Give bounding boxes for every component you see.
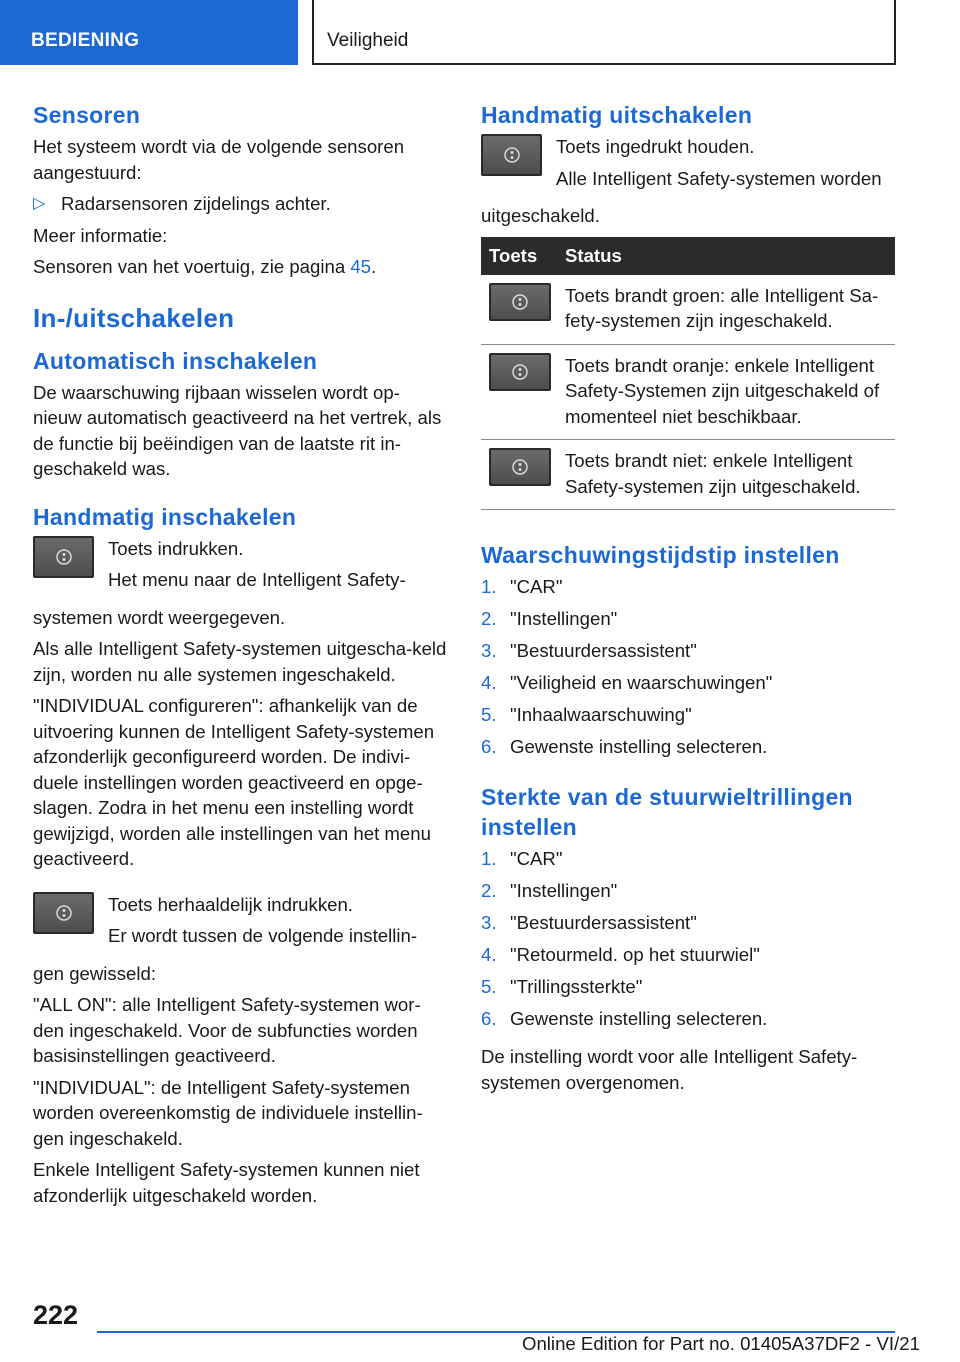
triangle-right-icon: ▷	[33, 195, 46, 212]
step-text: "Inhaalwaarschuwing"	[510, 704, 692, 725]
step-text: "Retourmeld. op het stuurwiel"	[510, 944, 760, 965]
step-text: Gewenste instelling selecteren.	[510, 736, 768, 757]
gewisseld-text: Er wordt tussen de volgende instellin-	[108, 925, 418, 946]
step-text: "Bestuurdersassistent"	[510, 640, 697, 661]
toets-indrukken-text: Toets indrukken.	[108, 537, 244, 559]
handmatig-uitschakelen-button-row	[481, 134, 895, 197]
individual-text: "INDIVIDUAL": de Intelligent Safety-systemen worden overeenkomstig de individuele instellin-gen ingeschakeld.	[33, 1076, 423, 1149]
menu-weergave-text: Het menu naar de Intelligent Safety-	[108, 569, 406, 590]
status-text: Toets brandt niet: enkele Intelligent Safety-systemen zijn uitgeschakeld.	[557, 440, 895, 510]
status-table	[481, 237, 895, 511]
table-row	[481, 440, 895, 510]
step-number: 6.	[481, 1008, 497, 1029]
alle-systemen-text: Als alle Intelligent Safety-systemen uitgescha-keld zijn, worden nu alle systemen ingeschakeld.	[33, 638, 447, 685]
list-item	[481, 974, 895, 1006]
sterkte-steps	[481, 846, 895, 1038]
intelligent-safety-button-icon	[33, 536, 94, 578]
header-section-label: BEDIENING	[31, 30, 140, 51]
list-item	[481, 606, 895, 638]
sensoren-heading: Sensoren	[33, 102, 141, 128]
step-text: "Instellingen"	[510, 608, 618, 629]
handmatig-inschakelen-heading: Handmatig inschakelen	[33, 503, 297, 530]
step-number: 2.	[481, 608, 497, 629]
herhaaldelijk-button-row	[33, 892, 448, 955]
list-item	[481, 638, 895, 670]
sensoren-reference-text: Sensoren van het voertuig, zie pagina	[33, 256, 351, 277]
step-text: "CAR"	[510, 848, 563, 869]
systemen-uitgeschakeld-text: Alle Intelligent Safety-systemen worden	[556, 167, 882, 189]
waarschuwingstijdstip-heading: Waarschuwingstijdstip instellen	[481, 542, 840, 568]
automatisch-inschakelen-heading: Automatisch inschakelen	[33, 347, 318, 374]
sensoren-reference	[33, 254, 448, 280]
sensoren-bullet	[33, 191, 448, 217]
step-text: "Veiligheid en waarschuwingen"	[510, 672, 773, 693]
list-item	[481, 942, 895, 974]
ingedrukt-houden-text: Toets ingedrukt houden.	[556, 136, 755, 157]
list-item	[481, 670, 895, 702]
step-number: 4.	[481, 944, 497, 965]
step-number: 5.	[481, 976, 497, 997]
header-topic-box	[312, 0, 896, 65]
list-item	[481, 910, 895, 942]
step-number: 4.	[481, 672, 497, 693]
page-45-link[interactable]: 45	[350, 256, 372, 277]
sterkte-stuurwieltrillingen-heading: Sterkte van de stuurwieltrillingen instellen	[481, 784, 853, 840]
page-number: 222	[33, 1300, 79, 1330]
enkele-systemen-text: Enkele Intelligent Safety-systemen kunnen niet afzonderlijk uitgeschakeld worden.	[33, 1159, 420, 1206]
status-text: Toets brandt groen: alle Intelligent Sa-fety-systemen zijn ingeschakeld.	[557, 275, 895, 345]
step-text: "Trillingssterkte"	[510, 976, 643, 997]
step-text: "Instellingen"	[510, 880, 618, 901]
list-item	[481, 878, 895, 910]
intelligent-safety-button-icon	[489, 283, 551, 321]
sensoren-intro: Het systeem wordt via de volgende sensoren aangestuurd:	[33, 136, 405, 183]
status-text: Toets brandt oranje: enkele Intelligent Safety-Systemen zijn uitgeschakeld of momenteel niet beschikbaar.	[557, 344, 895, 440]
step-number: 5.	[481, 704, 497, 725]
status-table-header-row	[481, 237, 895, 275]
step-number: 6.	[481, 736, 497, 757]
all-on-text: "ALL ON": alle Intelligent Safety-systemen wor-den ingeschakeld. Voor de subfuncties worden basisinstellingen geactiveerd.	[33, 994, 421, 1066]
menu-weergave-continuation: systemen wordt weergegeven.	[33, 606, 286, 628]
intelligent-safety-button-icon	[489, 448, 551, 486]
waarschuwingstijdstip-steps	[481, 574, 895, 766]
list-item	[481, 574, 895, 606]
herhaaldelijk-indrukken-text: Toets herhaaldelijk indrukken.	[108, 893, 353, 915]
step-text: Gewenste instelling selecteren.	[510, 1008, 768, 1029]
step-text: "Bestuurdersassistent"	[510, 912, 697, 933]
list-item	[481, 846, 895, 878]
systemen-uitgeschakeld-continuation: uitgeschakeld.	[481, 205, 600, 226]
list-item	[481, 734, 895, 766]
handmatig-uitschakelen-heading: Handmatig uitschakelen	[481, 102, 753, 128]
step-number: 3.	[481, 912, 497, 933]
sensoren-reference-end: .	[371, 256, 377, 277]
step-number: 2.	[481, 880, 497, 901]
left-column	[33, 100, 448, 1214]
status-column-header: Status	[557, 237, 895, 275]
header-section-tab	[0, 0, 298, 65]
table-row	[481, 344, 895, 440]
step-number: 3.	[481, 640, 497, 661]
step-number: 1.	[481, 848, 497, 869]
footer-edition: Online Edition for Part no. 01405A37DF2 - VI/21	[522, 1333, 920, 1354]
list-item	[481, 1006, 895, 1038]
gewisseld-continuation: gen gewisseld:	[33, 962, 157, 984]
individual-configureren-text: "INDIVIDUAL configureren": afhankelijk van de uitvoering kunnen de Intelligent Safety-systemen afzonderlijk geconfigureerd worden. De indivi-duele instellingen worden geactiveerd en opge-slagen. Zodra in het menu een instelling wordt gewijzigd, worden alle instellingen van het menu geactiveerd.	[33, 695, 435, 869]
table-row	[481, 275, 895, 345]
list-item	[481, 702, 895, 734]
header-topic-label: Veiligheid	[327, 30, 409, 51]
handmatig-inschakelen-button-row	[33, 536, 448, 599]
step-number: 1.	[481, 576, 497, 597]
sensoren-bullet-text: Radarsensoren zijdelings achter.	[61, 193, 331, 214]
step-text: "CAR"	[510, 576, 563, 597]
right-column	[481, 100, 895, 1101]
toets-column-header: Toets	[481, 237, 557, 275]
intelligent-safety-button-icon	[489, 353, 551, 391]
intelligent-safety-button-icon	[481, 134, 542, 176]
meer-informatie-label: Meer informatie:	[33, 224, 168, 246]
inuitschakelen-heading: In-/uitschakelen	[33, 302, 235, 333]
automatisch-inschakelen-text: De waarschuwing rijbaan wisselen wordt op-nieuw automatisch geactiveerd na het vertrek, als de functie bij beëindigen van de laatste rit in-geschakeld was.	[33, 381, 442, 479]
closing-text: De instelling wordt voor alle Intelligent Safety-systemen overgenomen.	[481, 1046, 858, 1093]
intelligent-safety-button-icon	[33, 892, 94, 934]
